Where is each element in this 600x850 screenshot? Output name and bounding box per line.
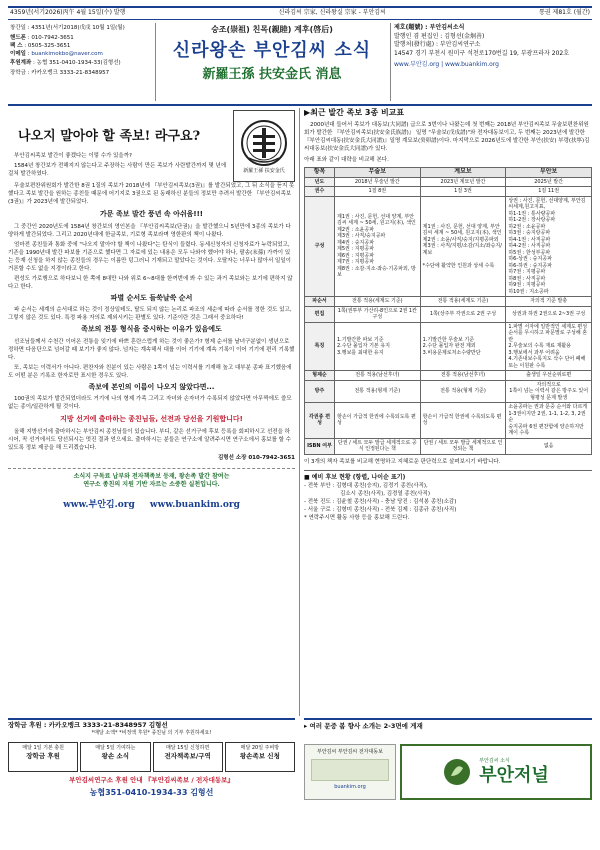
article1-para: 무술보편찬위원회가 발간한 8권 1질의 족보가 2018년에 『부안김씨족보(3권)』를 발간되었고, 그 뒤 소식을 듣지 못했다고 족보 발간을 원하는 종친들 때문에 어기지로 3권으로 된 동래하신 분들의 정보만 추려서 발간한 『부안김씨족보(3권)』가 2023년에 발간되었다. bbox=[8, 183, 295, 205]
logo-text: 부안저널 bbox=[479, 764, 549, 786]
logo-subtext: 부안김씨 소식 bbox=[479, 757, 510, 764]
ad-main: 장학금 후원 bbox=[26, 752, 60, 760]
table-cell: 2025년 발간 bbox=[506, 177, 592, 187]
table-row-label: 구성 bbox=[305, 196, 335, 297]
table-row-label: 편집 bbox=[305, 306, 335, 322]
table-cell: 1질 11권 bbox=[506, 187, 592, 197]
table-cell: 없음 bbox=[506, 438, 592, 454]
table-row-label: 방주 bbox=[305, 380, 335, 403]
table-row bbox=[305, 371, 592, 381]
candidate-line: * 연락주시면 활동 사항 등을 홍보해 드린다. bbox=[304, 515, 410, 521]
promo-box bbox=[8, 468, 295, 511]
top-bar bbox=[8, 6, 592, 20]
table-row-label: 권수 bbox=[305, 187, 335, 197]
table-row-label: ISBN 여부 bbox=[305, 438, 335, 454]
candidate-line: - 전북 부안 : 김형대 종친(승지), 김정기 종친(사직), bbox=[304, 483, 428, 489]
table-cell: 1쪽(권투부 가산리-8인으로 2권 1칸구성 bbox=[335, 306, 421, 322]
candidate-box bbox=[304, 470, 592, 523]
table-row bbox=[305, 177, 592, 187]
ad-top: 매달 1일 기본 충원 bbox=[22, 745, 64, 751]
address-line: 14547 경기 부천시 원미구 석천로170번길 19, 부광프라자 202호 bbox=[394, 49, 570, 57]
leaf-logo-icon bbox=[443, 758, 471, 786]
phone-label: 핸드폰 bbox=[10, 35, 26, 41]
article-left bbox=[8, 110, 295, 715]
fax-label: 팩 스 bbox=[10, 43, 23, 49]
ad-main: 왕손 소식 bbox=[101, 752, 130, 760]
candidate-line: - 전북 진도 : 김윤철 종친(사직) - 충남 당진 : 김석봉 종친(소감) bbox=[304, 499, 457, 505]
table-cell: 자의적 기준 발충 bbox=[506, 297, 592, 307]
ad-box[interactable] bbox=[8, 742, 78, 772]
column-divider bbox=[299, 108, 300, 716]
email-label: 이메일 bbox=[10, 51, 26, 57]
journal-logo[interactable] bbox=[400, 744, 592, 800]
table-row bbox=[305, 306, 592, 322]
article1-para: 엄마전 종친들과 통화 중에 "나오지 말아야 할 책이 나왔다"는 탄식이 들렸다. 동세신청자의 신청자료가 누락되었고, 기존을 1990년대 발간 파보를 기준으로 했다면 그 자료에 있는 내용은 모두 나와야 했어야 하나, 팔송(末孫) 가까이 있는 등재 신청을 하지 않는 종친들의 경우는 이름만 덩그러니 기재되고 말았다는 것이다. 오탈자는 너무나 많아서 일일이 거론할 수도 없을 지경이라고 한다. bbox=[8, 241, 292, 272]
table-cell: 전통 적용(세계도 기준) bbox=[420, 297, 506, 307]
article1-para: 올해 지방선거에 출마하시는 부안김씨 종친님들이 있습니다. 부디, 같은 선거구에 후보 등록을 회피하시고 선전을 하시어, 꼭 선거에서도 당선되시는 멋진 결과 얻으세요. 출마하시는 분들은 연구소에 알려주시면 연구소에서 홍보를 할 수 있도록 정보 제공을 해 드리겠습니다. bbox=[8, 428, 292, 451]
table-cell: 2018년 무술년 발간 bbox=[335, 177, 421, 187]
table-row bbox=[305, 196, 592, 297]
table-cell: 자의적으로 1쪽이 넘는 이력서 같은 방주도 있어 형평성 문제 발생 bbox=[506, 380, 592, 403]
article2-heading: ▶최근 발간 족보 3종 비교표 bbox=[304, 108, 405, 117]
bottom-banner bbox=[304, 744, 592, 804]
table-note: 아래 표와 같이 대략을 비교해 본다. bbox=[304, 157, 389, 163]
table-cell: 제1권 : 사진, 문헌, 선대 양계, 부안김씨 세계 ~ 50세, 원고지(本), 색인 제2권 : 소윤/사직/숭지/지평공파외 제3권 : 사직/지평/소감/지소/좌승지/계보 *수단에 활약한 인원과 상세 수록 bbox=[420, 196, 506, 297]
article1-subheading: 파별 순서도 들쑥날쑥 순서 bbox=[110, 293, 193, 302]
table-row-label: 년도 bbox=[305, 177, 335, 187]
table-row-label: 각권종 편성 bbox=[305, 403, 335, 439]
account-label: 후원계좌 bbox=[10, 60, 32, 66]
candidate-line: 김소시 종친(사직), 김경열 종친(사직) bbox=[340, 491, 430, 497]
ad-row bbox=[8, 742, 295, 772]
article1-byline: 김형선 소장 010-7942-3651 bbox=[217, 454, 295, 461]
ad-top: 매달 15일 신청하면 bbox=[165, 745, 210, 751]
promo-line: 소식지 구독료 납부와 전자책족보 등재, 왕손족 발간 참여는 bbox=[73, 472, 230, 480]
tagline: 신라김씨 宗家, 신라왕실 宗家 - 부안김씨 bbox=[278, 9, 386, 17]
table-row bbox=[305, 322, 592, 371]
ad-main: 왕손족보 신청 bbox=[239, 752, 280, 760]
table-header: 부안보 bbox=[506, 168, 592, 178]
notice-strip bbox=[304, 718, 592, 732]
article1-para: 100권의 족보가 발간되었더라도 거기에 나의 형제 가족 그리고 자녀와 손자녀가 수록되지 않았다면 아무짝에도 쓸모없는 종이/일관하게 될 것이다. bbox=[8, 396, 292, 410]
banner-ad[interactable] bbox=[304, 744, 396, 800]
candidate-heading: ■ 예비 후보 현황 (항렬, 나이순 표기) bbox=[304, 473, 406, 481]
article1-heading: 나오지 말아야 할 족보! 라구요? bbox=[18, 129, 201, 144]
article2-intro: 2000년대 들어서 족보가 대동보(大同譜) 급으로 3번이나 나왔는데 첫 번째는 2018년 부안김씨족보 무술보편찬위원회가 발간한 『부안김씨족보(扶安金氏族譜)』 일명 "무술보(戊戌譜)"와 전자대동보이고, 두 번째는 2023년에 발간한 『부안김씨대동(扶安金氏大同譜)』일명 계묘보(癸卯譜)이다. 마지막으로 2026년도에 발간한 부안(扶安) 부령(扶寧)김씨대동보(扶安金氏大同譜)가 있다. bbox=[304, 122, 590, 152]
banner-image bbox=[311, 759, 389, 781]
table-cell: 전통 적용(세계도 기준) bbox=[335, 297, 421, 307]
footer-account bbox=[8, 776, 295, 810]
table-row bbox=[305, 380, 592, 403]
sponsor-strip bbox=[8, 718, 295, 740]
founded-date: 창간일 : 4351년(서기2018)戊戌 10월 1일(월) bbox=[10, 25, 125, 31]
table-footer: 이 3개의 책자 족보를 비교해 현명하고 지혜로운 판단력으로 살펴보시기 바랍니다. bbox=[304, 458, 501, 465]
fax-value: 0505-325-3651 bbox=[27, 43, 71, 49]
website-links[interactable]: www.부안김.org | www.buankim.org bbox=[394, 61, 499, 68]
office-line: 발행처(發行處) : 부안김씨연구소 bbox=[394, 41, 481, 48]
publisher-line: 발행인 겸 편집인 : 김형선(金炯善) bbox=[394, 32, 485, 40]
table-cell: 2023년 계묘년 발간 bbox=[420, 177, 506, 187]
seal-caption: 新羅王孫 扶安金氏 bbox=[243, 167, 285, 174]
table-cell: 상권과 하권 2권으로 2~3권 구성 bbox=[506, 306, 592, 322]
ad-top: 매달 5일 기여하는 bbox=[95, 745, 136, 751]
article1-para: 편성도 가로행으로 하다보니 한 쪽에 8대만 나와 위로 6~8대를 한꺼번에 봐 수 있는 과거 족보와는 보기에 편하지 않다고 한다. bbox=[8, 275, 293, 290]
table-cell: 항손이 가급적 한권에 수록되도록 편성 bbox=[335, 403, 421, 439]
table-cell: 1.파별 서자에 일반적인 세계도 편성 순서를 무시하고 파문별로 구성해 혼란 2.무술보의 수록 재료 재활용 3.행보에서 과부 어려움 4.기존내보수록지도 삭수 단어 폐해 또는 이원판 수록 bbox=[506, 322, 592, 371]
article1-para: 부안김씨족보 발간이 좋겠다는 이렇 수가 있을까? bbox=[14, 153, 132, 159]
table-cell: 1질 8권 bbox=[335, 187, 421, 197]
masthead-title: 신라왕손 부안김씨 소식 bbox=[172, 40, 372, 61]
table-cell: 제1권 : 사진, 문헌, 선대 양계, 부안김씨 세계 ~ 50세, 원고지(本), 색인 제2권 : 소윤공파 제3권 : 사직/숭지공파 제4권 : 숭지공파 제5권 : 지평공파 제6권 : 지평공파 제7권 : 지평공파 제8권 : 소감·지소·좌승·기공파외, 방보 bbox=[335, 196, 421, 297]
table-header-row bbox=[305, 168, 592, 178]
ad-box[interactable] bbox=[225, 742, 295, 772]
sponsor-line-bottom: 장학금 후원 : 카카오뱅크 3333-21-8348957 김형선 bbox=[8, 721, 168, 729]
table-cell: 항손이 가급적 한권에 수록되도록 편성 bbox=[420, 403, 506, 439]
table-cell: 소윤공파는 권과 문중 순서와 다르게 1-3권이지만 2권, 1-1, 1-2, 3, 2권 순 숭지공파 6권 편찬함에 양손하지만 계이 수록 bbox=[506, 403, 592, 439]
article1-para: 파 순서는 세계의 순서대로 하는 것이 정상일테도, 탈도 되지 않는 논리로 파조의 세순에 따라 순서를 정한 것도 있고, 그렇지 않은 것도 있다. 특정 파용 자의로 제외시키는 판별도 있다. 기준이란 것은 그래서 중요하다! bbox=[8, 307, 292, 321]
promo-url-korean[interactable]: www.부안김.org bbox=[63, 499, 135, 510]
table-row bbox=[305, 187, 592, 197]
table-row bbox=[305, 403, 592, 439]
article1-para: 또, 족보는 이력서가 아니다. 편찬자와 친분이 있는 사람은 1쪽이 넘는 이력서를 기재해 높고 대부분 종파 표기했음에도 어떤 분은 기록조 한자로만 표시한 경우도 있다. bbox=[8, 364, 292, 379]
article1-para: 1584년 창간보가 전해지지 않는다고 주장하는 사람이 만든 족보가 사란발간까지 몇 년에 걸쳐 발간하였다. bbox=[8, 163, 227, 177]
masthead bbox=[160, 23, 384, 101]
article1-subheading: 족보에 본인의 이름이 나오지 않았다면... bbox=[88, 382, 215, 391]
article1-para: 그 중간인 2020년도에 1584년 창간보의 영인본을 『부안김씨족보(단권)』을 발간했으니 5년만에 3종의 족보가 다양하게 발간되었다. 그리고 2020년대에 한글족보, 기로형 족보라며 영한판의 책이 나왔다. bbox=[8, 223, 291, 238]
table-header: 항목 bbox=[305, 168, 335, 178]
article1-subheading: 족보의 전통 형식을 중시하는 이유가 있음에도 bbox=[81, 325, 222, 333]
table-cell: 전통 적용(형제 기준) bbox=[335, 380, 421, 403]
table-cell: 출생일 우선순위로편 bbox=[506, 371, 592, 381]
table-row-label: 파순서 bbox=[305, 297, 335, 307]
phone-value: 010-7942-3651 bbox=[31, 35, 74, 41]
promo-line: 연구소 종친의 지원 기반 자르는 소중한 실천입니다. bbox=[83, 481, 220, 488]
table-cell: 1.기발간한 파보 기준 2.수단 몰입자 기본 유지 3.행보를 최대한 유지 bbox=[335, 322, 421, 371]
article-right bbox=[304, 108, 592, 716]
article1-subheading: 가문 족보 발간 풍년 속 아쉬움!!! bbox=[100, 210, 203, 218]
crest-icon bbox=[239, 118, 289, 168]
masthead-divider bbox=[8, 104, 592, 106]
table-cell: 상권 : 사진, 문헌, 선대양계, 부안김씨세계,원고지표, 하1-1권 : 통사량공파 하1-2권 : 장사랑공파 하2권 : 소윤공파 하3권 : 숭지랑공파 하4-1권 : 사직공파 하4-2권 : 사직공파 하5권 : 한성부공파 하6-상권 : 숭지공파 하6-하권 : 숭지공파 하7권 : 지평공파 하8권 : 사직공파 하9권 : 지평공파 하10권 : 지소공파 bbox=[506, 196, 592, 297]
table-cell: 1.기발간한 무술보 기준 2.수단 몰입자 완전 제외 3.비용문제로처소수량반단 bbox=[420, 322, 506, 371]
table-cell: 단권 / 세트 모두 발급 세계적으로 인정되는 책 bbox=[420, 438, 506, 454]
table-cell: 1쪽(상주부 각권으로 2권 구성 bbox=[420, 306, 506, 322]
table-row-label: 특징 bbox=[305, 322, 335, 371]
table-cell: 전통 적용(남선후녀) bbox=[335, 371, 421, 381]
masthead-subtitle: 新羅王孫 扶安金氏 消息 bbox=[202, 67, 342, 82]
account-value: 농협 351-0410-1934-33(김형선) bbox=[36, 60, 121, 66]
issue-number: 통권 제81호 (월간) bbox=[539, 9, 590, 17]
banner-small-text: 부안김씨 부안김씨 전자대동보 bbox=[317, 749, 383, 755]
table-header: 무술보 bbox=[335, 168, 421, 178]
publication-name: 제호(題號) : 부안김씨소식 bbox=[394, 24, 465, 31]
promo-url-english[interactable]: www.buankim.org bbox=[149, 499, 240, 510]
table-header: 계묘보 bbox=[420, 168, 506, 178]
table-row bbox=[305, 438, 592, 454]
masthead-motto: 숭조(崇祖) 친목(親睦) 계후(啓后) bbox=[211, 25, 333, 34]
sponsor-subline: *매달 소액* *비정액 후원* 종친님 의 기부 후원하세요! bbox=[91, 730, 212, 736]
footer-account-line: 농협351-0410-1934-33 김형선 bbox=[89, 788, 214, 797]
ad-box[interactable] bbox=[80, 742, 150, 772]
table-row bbox=[305, 297, 592, 307]
sponsor-line: 장학금 : 카카오뱅크 3333-21-8348957 bbox=[10, 70, 110, 76]
table-cell: 전통 적용(남선후녀) bbox=[420, 371, 506, 381]
notice-heading: ▸ 여러 문중 봄 향사 소개는 2-3면에 게재 bbox=[304, 722, 423, 730]
issue-date: 4359년(서기2026)丙午 4월 15일(수) 발행 bbox=[10, 9, 126, 17]
ad-box[interactable] bbox=[153, 742, 223, 772]
table-cell: 전통 적용(형제 기준) bbox=[420, 380, 506, 403]
email-link[interactable]: buankimokbo@naver.com bbox=[31, 51, 103, 57]
publisher-info bbox=[390, 23, 592, 101]
table-row-label: 형제순 bbox=[305, 371, 335, 381]
ad-top: 매달 20일 주비방 bbox=[240, 745, 280, 751]
table-cell: 1질 3권 bbox=[420, 187, 506, 197]
table-cell: 단권 / 세트 모두 발급 세계적으로 공식 인정된다는 책 bbox=[335, 438, 421, 454]
info-box: 창간일 : 4351년(서기2018)戊戌 10월 1일(월) 핸드폰 : 010-7942-3651 팩 스 : 0505-325-3651 이메일 : buankimokbo@naver.com 후원계좌 : 농협 351-0410-1934-33(김형선) 장학금 : 카카오뱅크 3333-21-8348957 bbox=[8, 23, 156, 101]
footer-line: 부안김씨연구소 후원 안내 『부안김씨족보 / 전자대동보』 bbox=[69, 776, 234, 784]
article1-para: 선조님들께서 수천간 이어온 전통을 잊기에 바쁘 혼란스럽게 하는 것이 좋은가? 형제 순서를 날녀구분없이 생년으로 정하면 다음단으로 넘어갈 때 보기가 좋지 않다. 넘자는 계속해서 대를 이어 기기에 계속 기록이 이어 기기에 편리 기록했다. bbox=[8, 338, 295, 361]
article1-subheading: 지방 선거에 출마하는 종친님들, 선전과 당선을 기원합니다! bbox=[60, 415, 243, 423]
banner-url[interactable]: buankim.org bbox=[334, 784, 366, 790]
candidate-line: - 서울 구로 : 김형미 종친(사직) - 전북 김제 : 김종규 종친(사직) bbox=[304, 507, 457, 513]
family-seal bbox=[233, 110, 295, 182]
comparison-table bbox=[304, 167, 592, 455]
table-body bbox=[305, 177, 592, 454]
ad-main: 전자책족보/구역 bbox=[164, 752, 211, 760]
